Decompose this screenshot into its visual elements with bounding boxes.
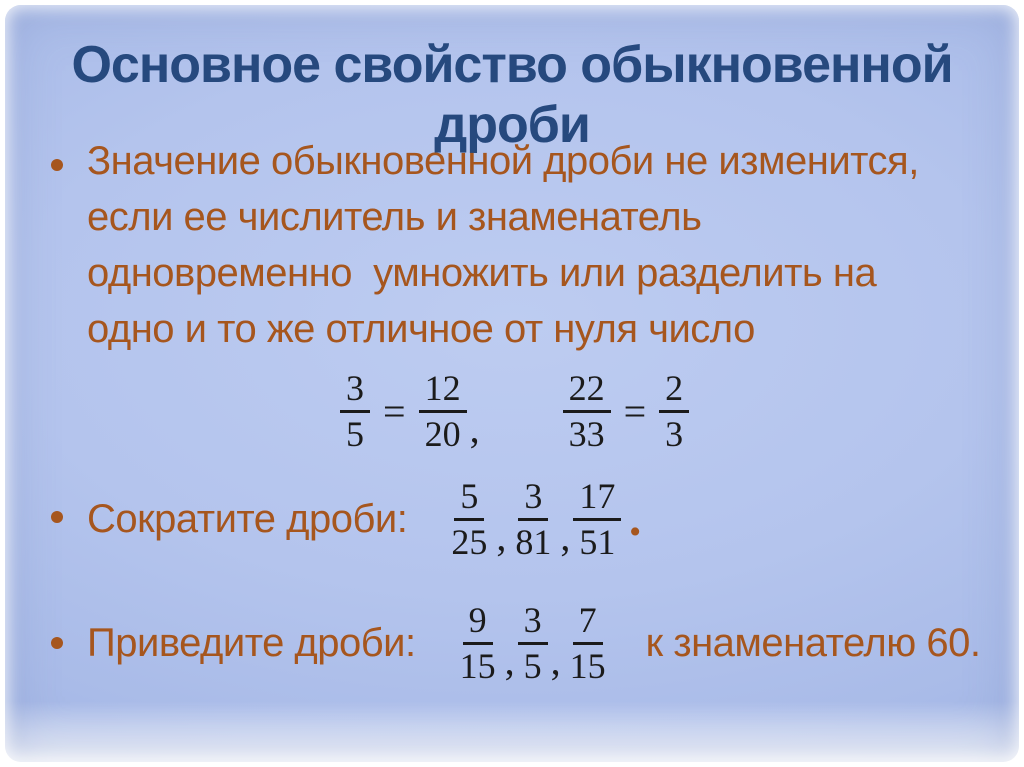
comma: , bbox=[469, 405, 480, 451]
denominator: 15 bbox=[569, 645, 606, 686]
fraction bbox=[340, 368, 370, 454]
fraction bbox=[419, 368, 467, 454]
fraction bbox=[564, 600, 612, 686]
fraction bbox=[454, 600, 502, 686]
numerator: 2 bbox=[659, 368, 689, 412]
bullet-marker bbox=[51, 511, 63, 523]
comma: , bbox=[560, 513, 571, 559]
equation-second bbox=[563, 368, 690, 454]
slide-title: Основное свойство обыкновенной дроби bbox=[71, 36, 953, 154]
denominator: 3 bbox=[665, 413, 684, 454]
fraction bbox=[518, 600, 548, 686]
bullet-marker bbox=[51, 637, 63, 649]
identity-equations bbox=[340, 361, 689, 461]
denominator: 5 bbox=[523, 645, 542, 686]
reduce-task-label: Сократите дроби: bbox=[87, 496, 408, 541]
denominator: 33 bbox=[568, 413, 605, 454]
denominator: 81 bbox=[515, 521, 552, 562]
fraction bbox=[563, 368, 611, 454]
fraction bbox=[573, 476, 621, 562]
numerator: 12 bbox=[419, 368, 467, 412]
convert-fractions bbox=[454, 600, 612, 686]
numerator: 3 bbox=[340, 368, 370, 412]
period: . bbox=[628, 490, 642, 547]
property-line: одно и то же отличное от нуля число bbox=[87, 307, 755, 351]
numerator: 9 bbox=[463, 600, 493, 644]
numerator: 7 bbox=[573, 600, 603, 644]
fraction bbox=[445, 476, 493, 562]
equation-first bbox=[340, 368, 483, 454]
denominator: 5 bbox=[346, 413, 364, 454]
fraction bbox=[659, 368, 689, 454]
numerator: 5 bbox=[454, 476, 484, 520]
numerator: 3 bbox=[518, 476, 548, 520]
denominator: 25 bbox=[451, 521, 488, 562]
fraction bbox=[509, 476, 557, 562]
denominator: 15 bbox=[459, 645, 496, 686]
property-line: если ее числитель и знаменатель bbox=[87, 195, 702, 239]
property-line: одновременно умножить или разделить на bbox=[87, 251, 877, 295]
property-statement bbox=[87, 133, 1007, 357]
equals-sign: = bbox=[623, 388, 647, 434]
numerator: 22 bbox=[563, 368, 611, 412]
numerator: 17 bbox=[573, 476, 621, 520]
numerator: 3 bbox=[518, 600, 548, 644]
bullet-marker bbox=[51, 159, 63, 171]
reduce-task bbox=[87, 467, 642, 571]
denominator: 51 bbox=[579, 521, 616, 562]
convert-task bbox=[87, 589, 980, 697]
comma: , bbox=[550, 637, 561, 683]
property-line: Значение обыкновенной дроби не изменится, bbox=[87, 139, 919, 183]
slide-background bbox=[5, 5, 1019, 762]
denominator: 20 bbox=[424, 413, 461, 454]
comma: , bbox=[496, 513, 507, 559]
reduce-fractions bbox=[445, 476, 642, 562]
convert-task-suffix: к знаменателю 60. bbox=[645, 620, 981, 665]
convert-task-label: Приведите дроби: bbox=[87, 620, 416, 665]
comma: , bbox=[504, 637, 515, 683]
equals-sign: = bbox=[383, 388, 406, 434]
